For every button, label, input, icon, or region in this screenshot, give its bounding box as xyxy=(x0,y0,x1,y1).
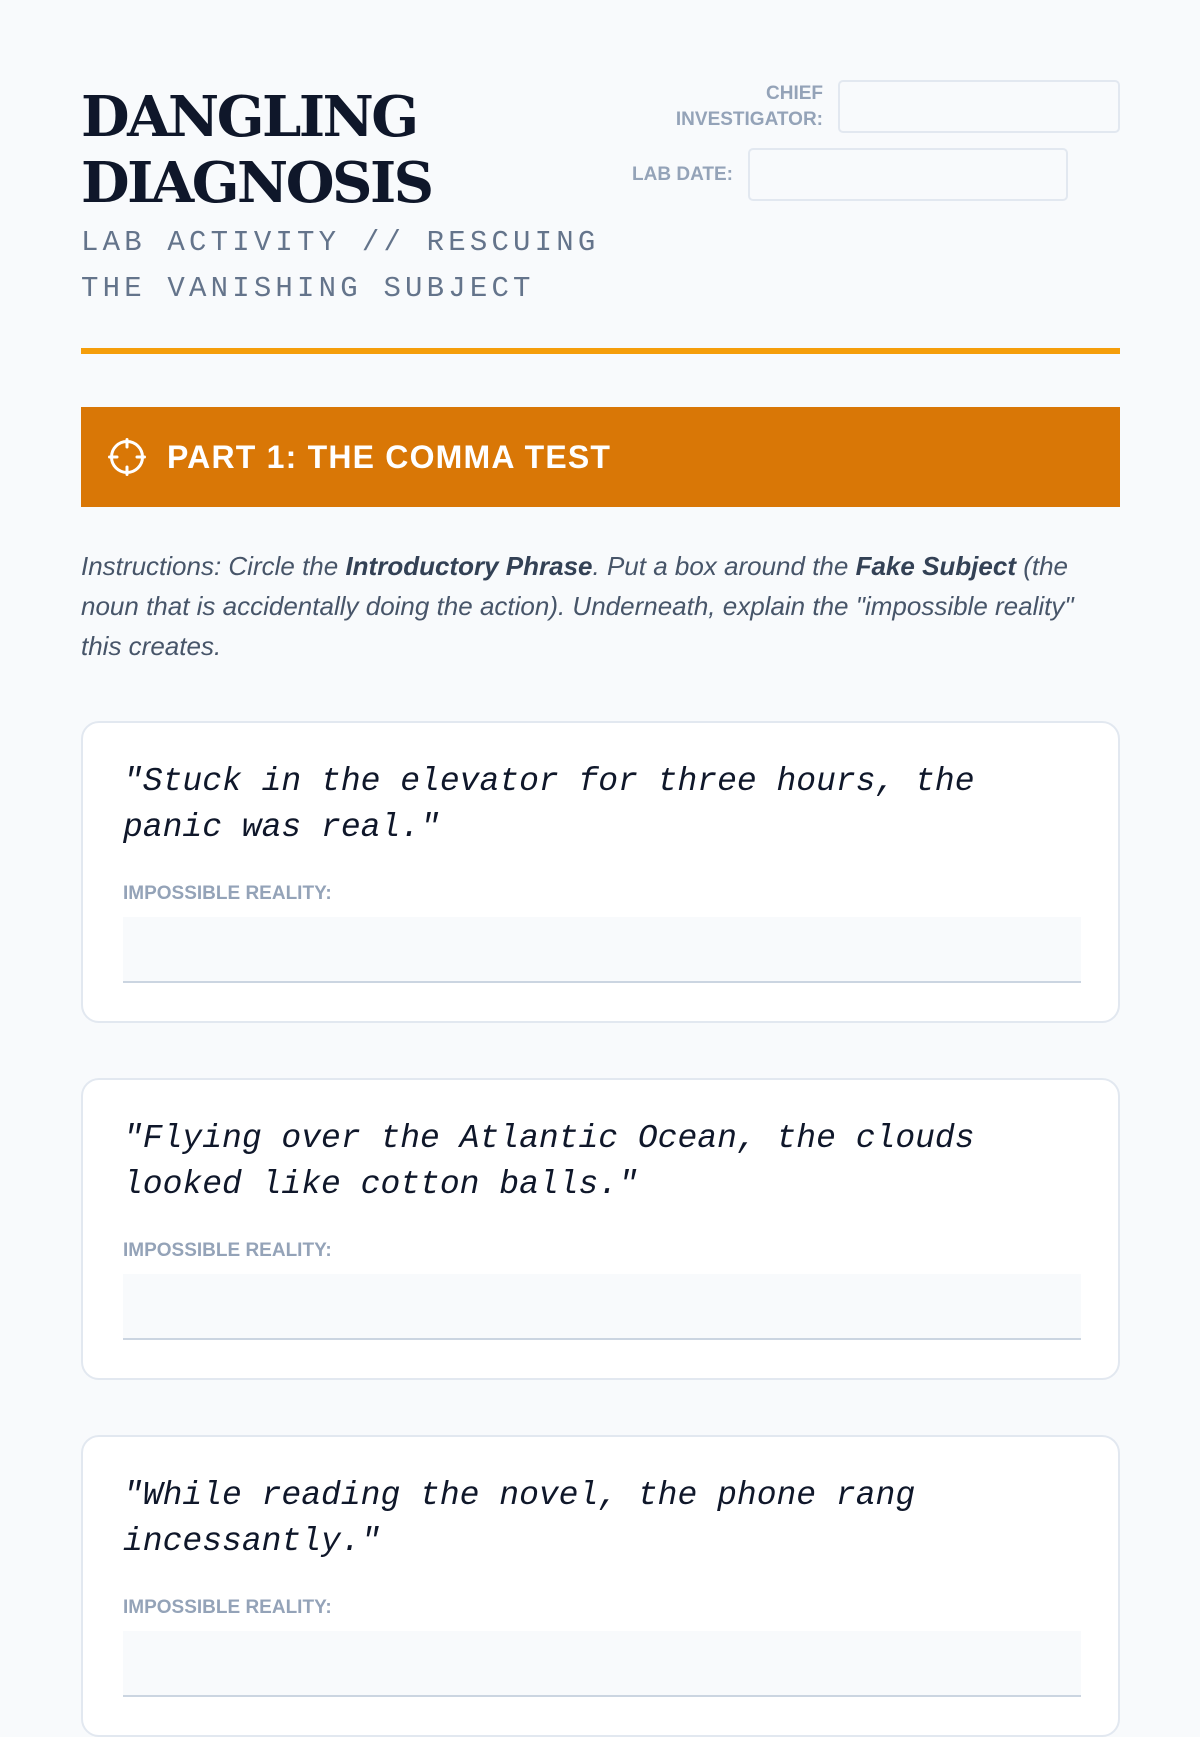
page-title: DANGLING DIAGNOSIS xyxy=(81,84,432,216)
page-subtitle: LAB ACTIVITY // RESCUING THE VANISHING SUBJECT xyxy=(81,226,600,305)
instructions-term-fake-subject: Fake Subject xyxy=(855,551,1016,581)
sentence-quote: "Flying over the Atlantic Ocean, the clouds looked like cotton balls." xyxy=(123,1120,975,1203)
instructions-pre: Instructions: Circle the xyxy=(81,551,346,581)
investigator-label: CHIEF INVESTIGATOR: xyxy=(675,82,823,130)
instructions-term-introductory-phrase: Introductory Phrase xyxy=(345,551,593,581)
answer-field[interactable] xyxy=(123,917,1081,983)
sentence-quote: "Stuck in the elevator for three hours, the panic was real." xyxy=(123,763,975,846)
answer-label: IMPOSSIBLE REALITY: xyxy=(123,1597,332,1618)
sentence-card xyxy=(81,1078,1120,1380)
instructions-post: (the noun that is accidentally doing the action). Underneath, explain the "impossible reality" this creates. xyxy=(81,551,1074,661)
header-divider xyxy=(81,348,1120,354)
date-label: LAB DATE: xyxy=(632,163,733,185)
answer-label: IMPOSSIBLE REALITY: xyxy=(123,1240,332,1261)
date-row xyxy=(632,148,1068,201)
sentence-card xyxy=(81,1435,1120,1737)
title-block xyxy=(81,84,621,312)
answer-field[interactable] xyxy=(123,1631,1081,1697)
section-title: PART 1: THE COMMA TEST xyxy=(167,438,612,475)
instructions-text xyxy=(81,546,1091,666)
instructions-mid: . Put a box around the xyxy=(592,551,856,581)
sentence-quote: "While reading the novel, the phone rang incessantly." xyxy=(123,1477,916,1560)
worksheet-page xyxy=(81,0,1120,1618)
section-header xyxy=(81,407,1120,507)
answer-field[interactable] xyxy=(123,1274,1081,1340)
answer-label: IMPOSSIBLE REALITY: xyxy=(123,883,332,904)
crosshair-icon xyxy=(108,438,146,476)
investigator-row xyxy=(653,80,1120,133)
sentence-card xyxy=(81,721,1120,1023)
worksheet-header xyxy=(81,0,1120,354)
investigator-field[interactable] xyxy=(838,80,1120,133)
date-field[interactable] xyxy=(748,148,1068,201)
